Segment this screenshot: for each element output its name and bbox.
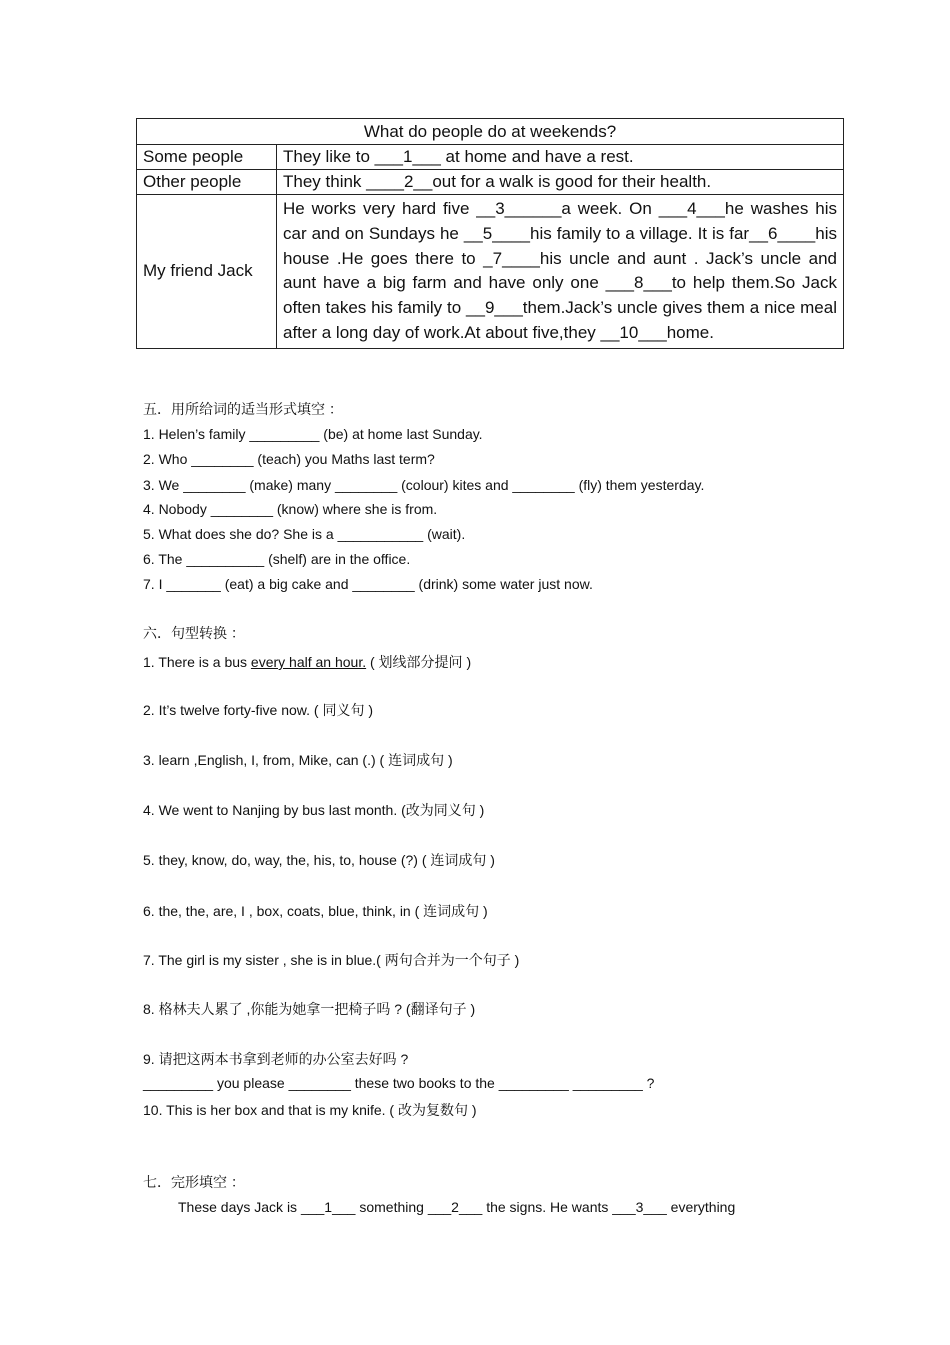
row-text: They think ____2__out for a walk is good for their health. bbox=[277, 170, 844, 195]
exercise-line: 7. The girl is my sister , she is in blue.( 两句合并为一个句子 ) bbox=[143, 952, 520, 968]
underlined-phrase: every half an hour. bbox=[250, 654, 367, 670]
exercise-line: 4. Nobody ________ (know) where she is from. bbox=[143, 501, 438, 517]
row-text: They like to ___1___ at home and have a rest. bbox=[277, 145, 844, 170]
item-prefix: 1. There is a bus bbox=[143, 654, 251, 670]
exercise-line: _________ you please ________ these two books to the _________ _________ ? bbox=[143, 1075, 655, 1091]
row-label: Some people bbox=[137, 145, 277, 170]
cloze-line: These days Jack is ___1___ something ___2___ the signs. He wants ___3___ everything bbox=[178, 1199, 736, 1215]
exercise-line: 2. Who ________ (teach) you Maths last term? bbox=[143, 451, 435, 467]
exercise-line: 8. 格林夫人累了 ,你能为她拿一把椅子吗 ? (翻译句子 ) bbox=[143, 1001, 476, 1017]
section-heading: 七．完形填空 ： bbox=[143, 1174, 245, 1190]
exercise-line: 5. they, know, do, way, the, his, to, house (?) ( 连词成句 ) bbox=[143, 852, 495, 868]
row-text: He works very hard five __3______a week. On ___4___he washes his car and on Sundays he __5____his family to a village. It is far__6____his house .He goes there to _7____his uncle and aunt . Jack’s uncle and aunt have a big farm and have only one ___8___to help them.So Jack often takes his family to __9___them.Jack’s uncle gives them a nice meal after a long day of work.At about five,they __10___home. bbox=[277, 195, 844, 349]
exercise-line bbox=[143, 652, 471, 672]
row-label: Other people bbox=[137, 170, 277, 195]
item-suffix: ( 划线部分提问 ) bbox=[366, 654, 472, 670]
exercise-line: 3. learn ,English, I, from, Mike, can (.) ( 连词成句 ) bbox=[143, 752, 453, 768]
exercise-line: 10. This is her box and that is my knife. ( 改为复数句 ) bbox=[143, 1102, 477, 1118]
exercise-line: 3. We ________ (make) many ________ (colour) kites and ________ (fly) them yesterday. bbox=[143, 477, 705, 493]
row-label: My friend Jack bbox=[137, 195, 277, 349]
table-title: What do people do at weekends? bbox=[137, 119, 844, 145]
exercise-line: 7. I _______ (eat) a big cake and ________ (drink) some water just now. bbox=[143, 576, 593, 592]
exercise-line: 5. What does she do? She is a ___________ (wait). bbox=[143, 526, 466, 542]
exercise-line: 6. the, the, are, I , box, coats, blue, think, in ( 连词成句 ) bbox=[143, 903, 488, 919]
exercise-line: 2. It’s twelve forty-five now. ( 同义句 ) bbox=[143, 702, 374, 718]
section-heading: 五．用所给词的适当形式填空 ： bbox=[143, 401, 343, 417]
exercise-line: 1. Helen’s family _________ (be) at home last Sunday. bbox=[143, 426, 483, 442]
exercise-line: 6. The __________ (shelf) are in the office. bbox=[143, 551, 411, 567]
weekend-table bbox=[136, 118, 844, 349]
exercise-line: 9. 请把这两本书拿到老师的办公室去好吗 ? bbox=[143, 1051, 409, 1067]
section-heading: 六．句型转换 ： bbox=[143, 625, 245, 641]
exercise-line: 4. We went to Nanjing by bus last month. (改为同义句 ) bbox=[143, 802, 485, 818]
